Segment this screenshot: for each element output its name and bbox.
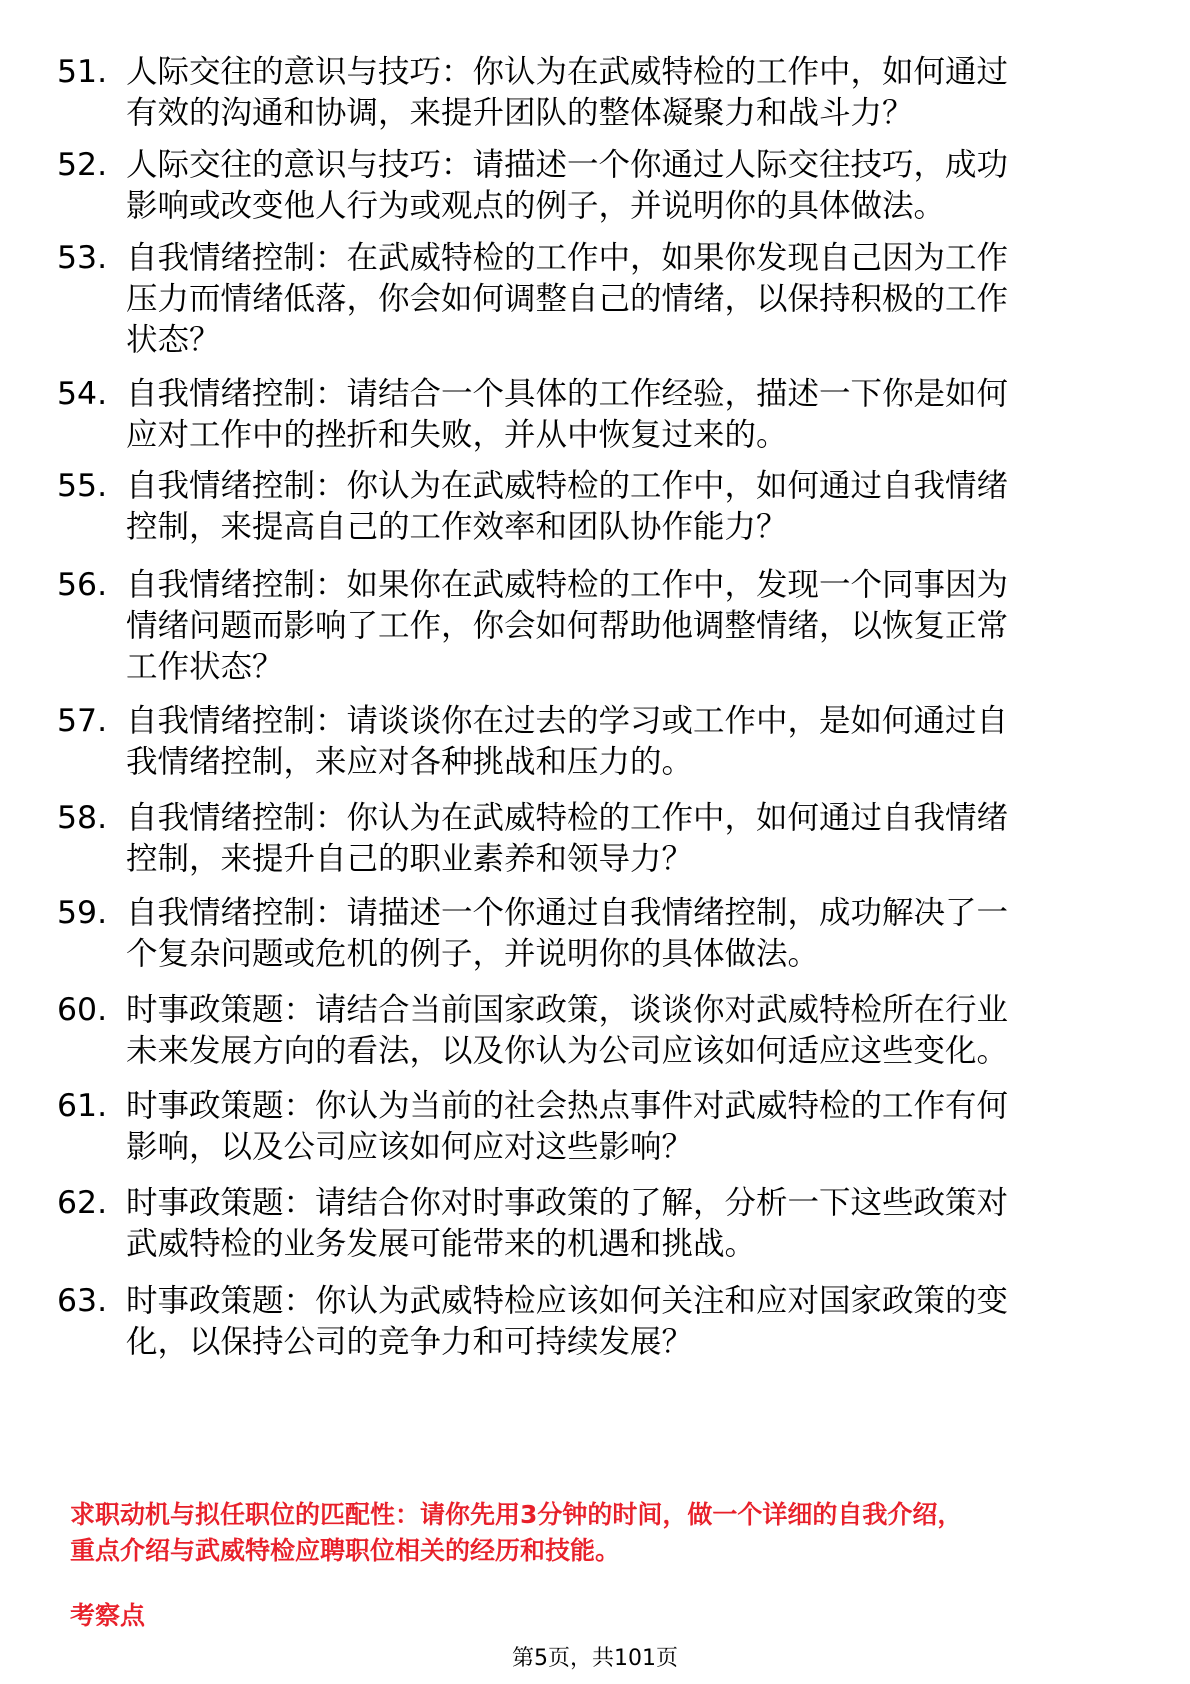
question-number: 58. [57, 800, 108, 836]
question-number: 60. [57, 992, 108, 1028]
question-text: 自我情绪控制：你认为在武威特检的工作中，如何通过自我情绪 控制，来提高自己的工作效率和团队协作能力？ [126, 468, 1009, 545]
question-text: 自我情绪控制：请描述一个你通过自我情绪控制，成功解决了一 个复杂问题或危机的例子，并说明你的具体做法。 [126, 895, 1009, 972]
question-number: 55. [57, 468, 108, 504]
question-number: 63. [57, 1283, 108, 1319]
question-text: 时事政策题：请结合当前国家政策，谈谈你对武威特检所在行业 未来发展方向的看法，以及你认为公司应该如何适应这些变化。 [126, 992, 1009, 1069]
question-number: 61. [57, 1088, 108, 1124]
question-number: 54. [57, 376, 108, 412]
question-text: 自我情绪控制：你认为在武威特检的工作中，如何通过自我情绪 控制，来提升自己的职业素养和领导力？ [126, 800, 1009, 877]
question-text: 自我情绪控制：请谈谈你在过去的学习或工作中，是如何通过自 我情绪控制，来应对各种挑战和压力的。 [126, 703, 1009, 780]
question-number: 56. [57, 567, 108, 603]
question-text: 自我情绪控制：如果你在武威特检的工作中，发现一个同事因为 情绪问题而影响了工作，你会如何帮助他调整情绪，以恢复正常 工作状态？ [126, 567, 1009, 685]
question-text: 时事政策题：请结合你对时事政策的了解，分析一下这些政策对 武威特检的业务发展可能带来的机遇和挑战。 [126, 1185, 1009, 1262]
question-number: 59. [57, 895, 108, 931]
page-number: 第5页，共101页 [512, 1646, 678, 1671]
question-number: 52. [57, 147, 108, 183]
question-number: 57. [57, 703, 108, 739]
question-text: 自我情绪控制：请结合一个具体的工作经验，描述一下你是如何 应对工作中的挫折和失败，并从中恢复过来的。 [126, 376, 1009, 453]
question-number: 51. [57, 54, 108, 90]
section-heading: 考察点 [70, 1601, 146, 1630]
question-text: 人际交往的意识与技巧：请描述一个你通过人际交往技巧，成功 影响或改变他人行为或观点的例子，并说明你的具体做法。 [126, 147, 1009, 224]
question-text: 自我情绪控制：在武威特检的工作中，如果你发现自己因为工作 压力而情绪低落，你会如何调整自己的情绪，以保持积极的工作 状态？ [126, 240, 1009, 358]
question-number: 62. [57, 1185, 108, 1221]
question-text: 时事政策题：你认为武威特检应该如何关注和应对国家政策的变 化，以保持公司的竞争力和可持续发展？ [126, 1283, 1009, 1360]
question-text: 时事政策题：你认为当前的社会热点事件对武威特检的工作有何 影响，以及公司应该如何应对这些影响？ [126, 1088, 1009, 1165]
highlighted-question: 求职动机与拟任职位的匹配性：请你先用3分钟的时间，做一个详细的自我介绍， 重点介绍与武威特检应聘职位相关的经历和技能。 [70, 1500, 963, 1565]
question-text: 人际交往的意识与技巧：你认为在武威特检的工作中，如何通过 有效的沟通和协调，来提升团队的整体凝聚力和战斗力？ [126, 54, 1009, 131]
question-number: 53. [57, 240, 108, 276]
